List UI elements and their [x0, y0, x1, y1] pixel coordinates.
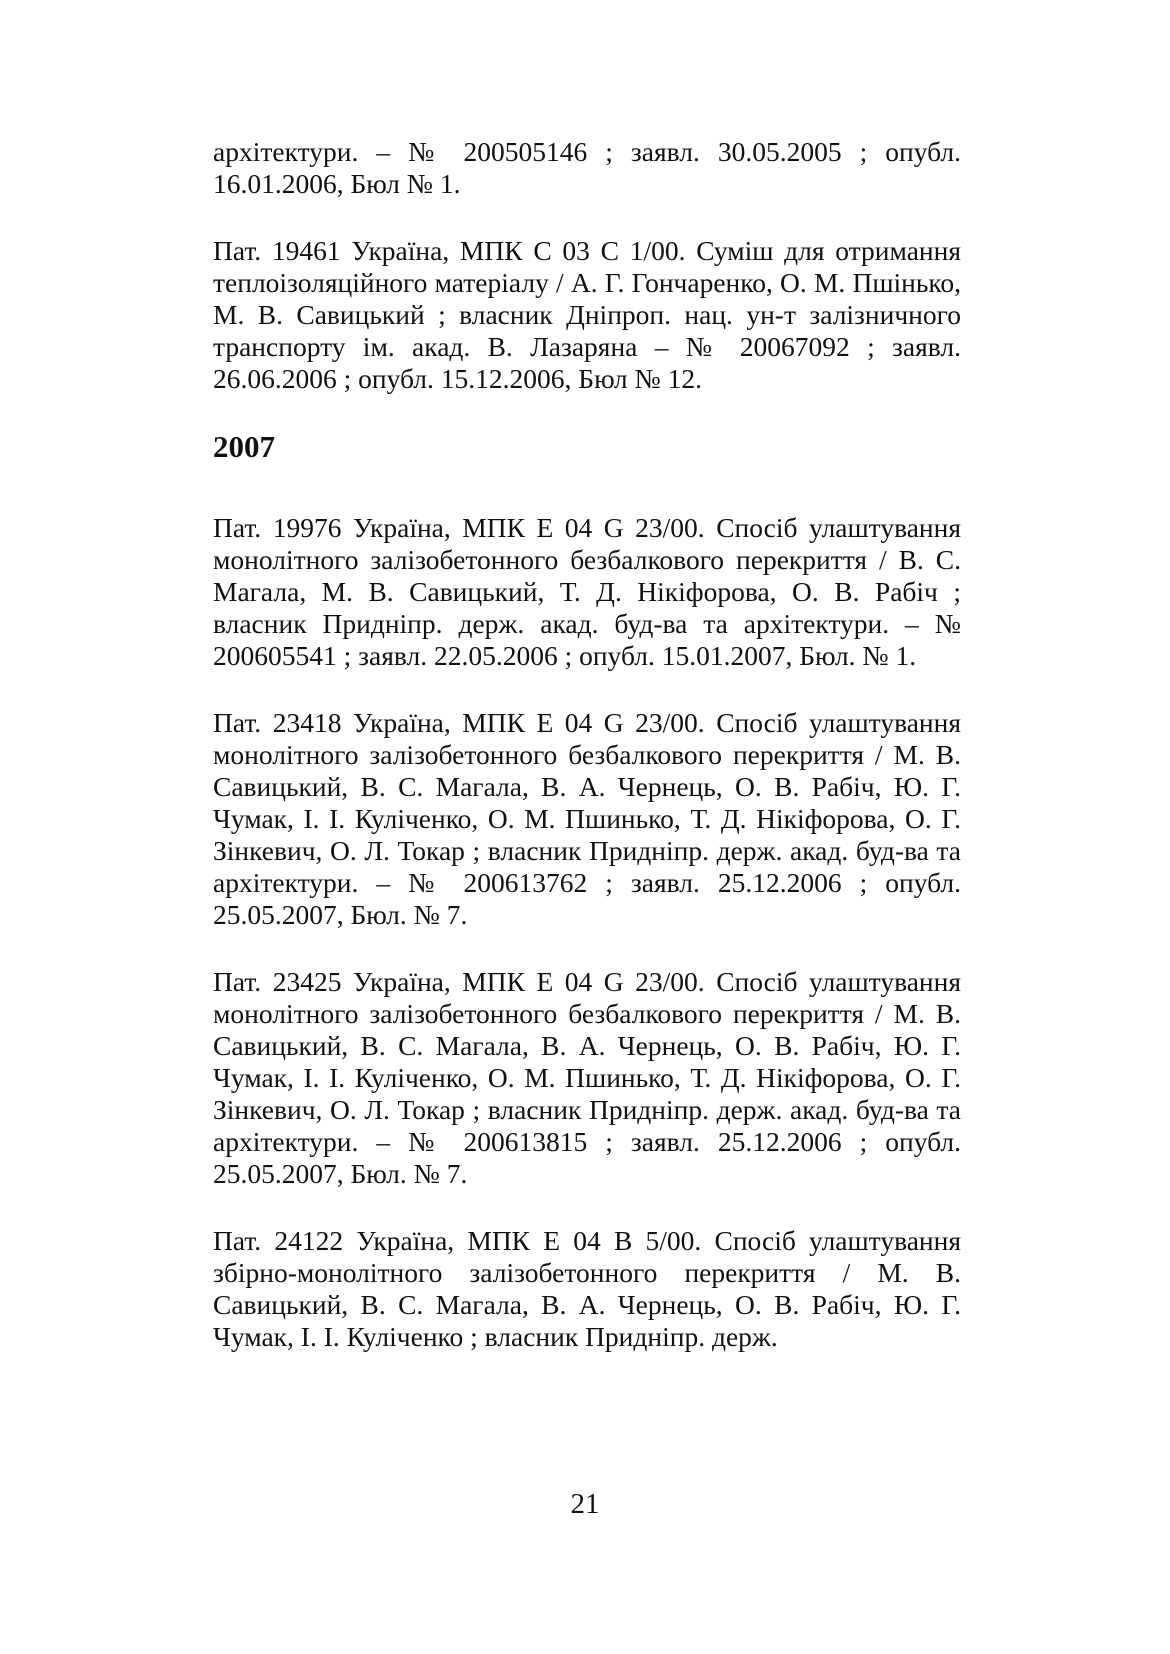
year-heading: 2007 — [213, 429, 275, 464]
bibliography-entry: Пат. 23425 Україна, МПК Е 04 G 23/00. Спосіб улаштування монолітного залізобетонного безбалкового перекриття / М. В. Савицький, В. С. Магала, В. А. Чернець, О. В. Рабіч, Ю. Г. Чумак, І. І. Куліченко, О. М. Пшинько, Т. Д. Нікіфорова, О. Г. Зінкевич, О. Л. Токар ; власник Придніпр. держ. акад. буд-ва та архітектури. – № 200613815 ; заявл. 25.12.2006 ; опубл. 25.05.2007, Бюл. № 7. — [213, 966, 961, 1189]
bibliography-entry: Пат. 24122 Україна, МПК Е 04 В 5/00. Спосіб улаштування збірно-монолітного залізобетонного перекриття / М. В. Савицький, В. С. Магала, В. А. Чернець, О. В. Рабіч, Ю. Г. Чумак, І. І. Куліченко ; власник Придніпр. держ. — [213, 1225, 961, 1352]
bibliography-entry: Пат. 19461 Україна, МПК С 03 С 1/00. Суміш для отримання теплоізоляційного матеріалу / А. Г. Гончаренко, О. М. Пшінько, М. В. Савицький ; власник Дніпроп. нац. ун-т залізничного транспорту ім. акад. В. Лазаряна – № 20067092 ; заявл. 26.06.2006 ; опубл. 15.12.2006, Бюл № 12. — [213, 235, 961, 394]
page-number: 21 — [570, 1488, 600, 1520]
page-content — [213, 136, 961, 1388]
bibliography-entry: архітектури. – № 200505146 ; заявл. 30.05.2005 ; опубл. 16.01.2006, Бюл № 1. — [213, 136, 961, 199]
bibliography-entry: Пат. 19976 Україна, МПК Е 04 G 23/00. Спосіб улаштування монолітного залізобетонного безбалкового перекриття / В. С. Магала, М. В. Савицький, Т. Д. Нікіфорова, О. В. Рабіч ; власник Придніпр. держ. акад. буд-ва та архітектури. – № 200605541 ; заявл. 22.05.2006 ; опубл. 15.01.2007, Бюл. № 1. — [213, 512, 961, 671]
bibliography-entry: Пат. 23418 Україна, МПК Е 04 G 23/00. Спосіб улаштування монолітного залізобетонного безбалкового перекриття / М. В. Савицький, В. С. Магала, В. А. Чернець, О. В. Рабіч, Ю. Г. Чумак, І. І. Куліченко, О. М. Пшинько, Т. Д. Нікіфорова, О. Г. Зінкевич, О. Л. Токар ; власник Придніпр. держ. акад. буд-ва та архітектури. – № 200613762 ; заявл. 25.12.2006 ; опубл. 25.05.2007, Бюл. № 7. — [213, 707, 961, 930]
